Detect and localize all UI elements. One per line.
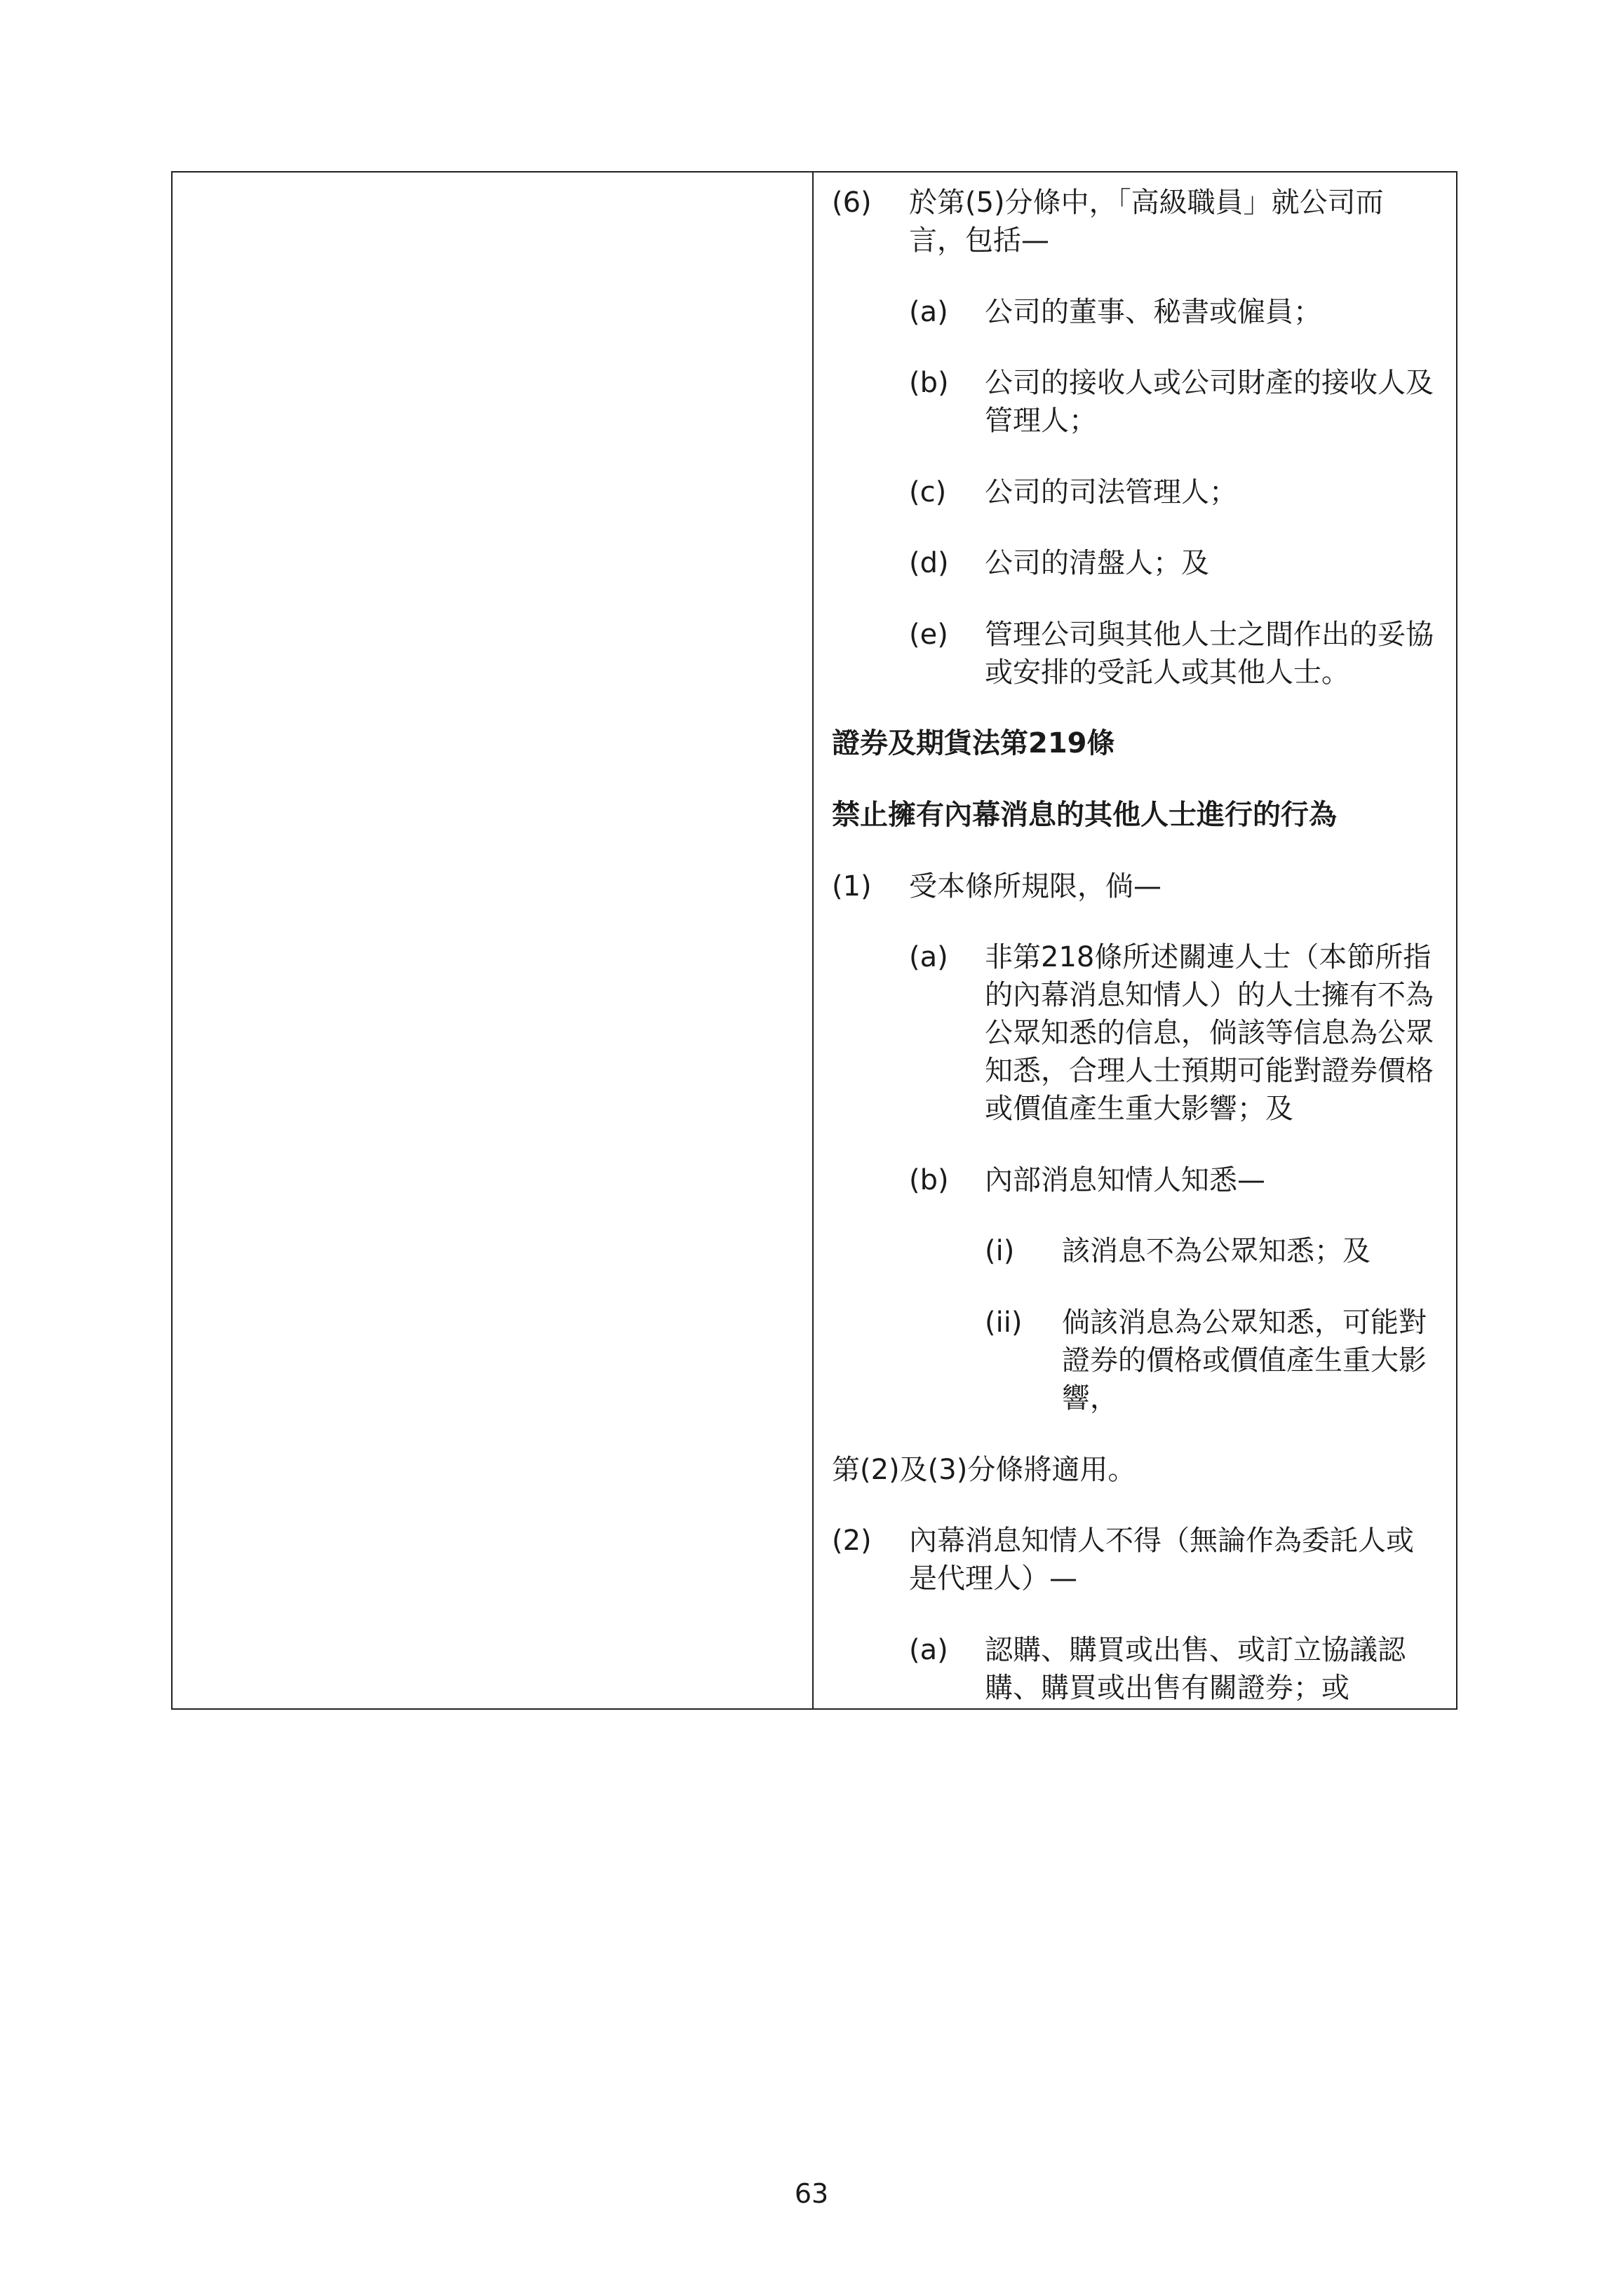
clause-text: 公司的清盤人；及 <box>985 547 1209 579</box>
clause-text: 該消息不為公眾知悉；及 <box>1062 1235 1371 1267</box>
clause-6-d <box>909 544 1439 582</box>
clause-number: (2) <box>832 1525 872 1557</box>
right-column-text <box>814 173 1456 1708</box>
clause-6-b <box>909 364 1439 440</box>
clause-text: 公司的接收人或公司財產的接收人及管理人； <box>985 367 1434 437</box>
section-heading: 證券及期貨法第219條 <box>832 727 1115 759</box>
clause-text: 受本條所規限，倘— <box>909 870 1161 903</box>
clause-2-a <box>909 1631 1439 1707</box>
page-number: 63 <box>794 2178 829 2209</box>
clause-2 <box>832 1522 1439 1598</box>
clause-6-a <box>909 293 1439 331</box>
clause-text: 非第218條所述關連人士（本節所指的內幕消息知情人）的人士擁有不為公眾知悉的信息，倘該等信息為公眾知悉，合理人士預期可能對證券價格或價值產生重大影響；及 <box>985 941 1434 1125</box>
clause-1 <box>832 867 1439 905</box>
clause-6-e <box>909 616 1439 691</box>
clause-number: (c) <box>909 476 947 508</box>
clause-number: (a) <box>909 296 948 328</box>
clause-number: (a) <box>909 1634 948 1666</box>
clause-number: (a) <box>909 941 948 973</box>
clause-number: (6) <box>832 187 872 219</box>
left-column-empty <box>173 173 814 1708</box>
clause-text: 於第(5)分條中，「高級職員」就公司而言，包括— <box>909 187 1384 257</box>
legal-text-table <box>171 171 1457 1710</box>
clause-number: (b) <box>909 1164 949 1196</box>
clause-number: (e) <box>909 619 948 651</box>
clause-1-b-ii <box>985 1304 1439 1417</box>
clause-number: (i) <box>985 1235 1015 1267</box>
clause-text: 倘該消息為公眾知悉，可能對證券的價格或價值產生重大影響， <box>1062 1306 1427 1414</box>
clause-1-b-i <box>985 1232 1439 1270</box>
clause-text: 認購、購買或出售、或訂立協議認購、購買或出售有關證券；或 <box>985 1634 1406 1704</box>
clause-number: (1) <box>832 870 872 903</box>
clause-text: 內部消息知情人知悉— <box>985 1164 1265 1196</box>
clause-1-b <box>909 1161 1439 1199</box>
paragraph-text: 第(2)及(3)分條將適用。 <box>832 1454 1136 1486</box>
clause-6 <box>832 184 1439 259</box>
section-subheading: 禁止擁有內幕消息的其他人士進行的行為 <box>832 799 1337 831</box>
clause-text: 公司的司法管理人； <box>985 476 1237 508</box>
clause-number: (d) <box>909 547 949 579</box>
clause-6-c <box>909 473 1439 511</box>
clause-text: 管理公司與其他人士之間作出的妥協或安排的受託人或其他人士。 <box>985 619 1434 689</box>
clause-1-a <box>909 938 1439 1128</box>
clause-text: 內幕消息知情人不得（無論作為委託人或是代理人）— <box>909 1525 1414 1595</box>
clause-text: 公司的董事、秘書或僱員； <box>985 296 1321 328</box>
clause-number: (b) <box>909 367 949 399</box>
clause-number: (ii) <box>985 1306 1023 1339</box>
